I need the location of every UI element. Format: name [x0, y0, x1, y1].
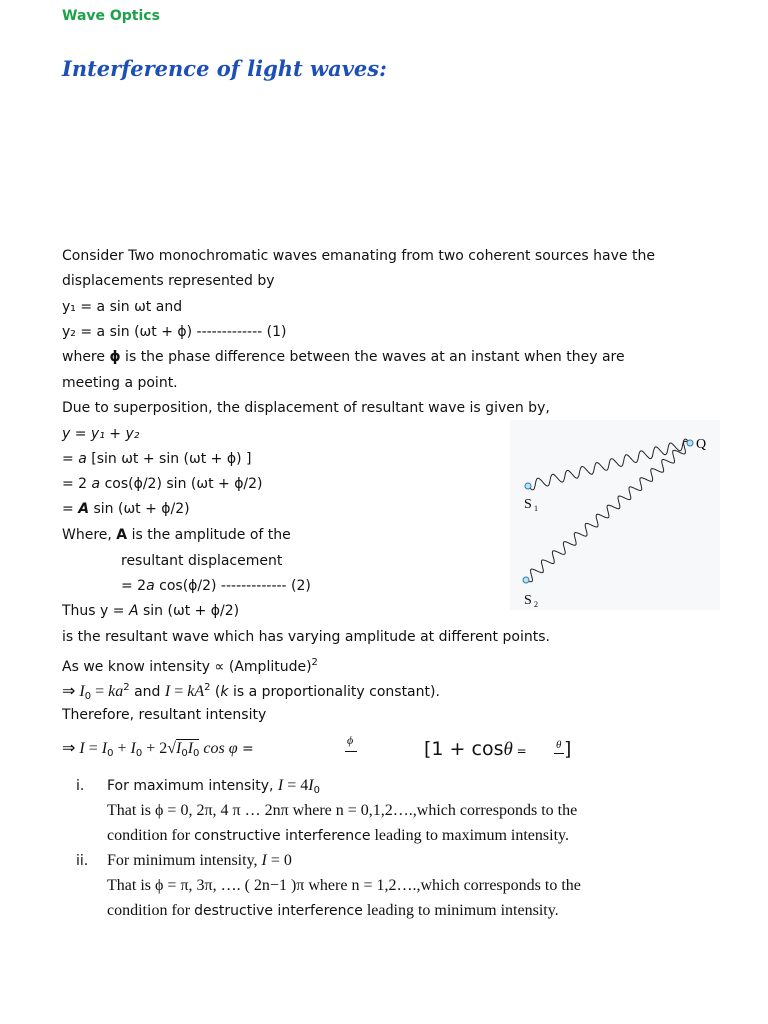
superscript: 2 — [311, 657, 318, 668]
term-destructive: destructive interference — [194, 903, 363, 919]
intensity-formula — [62, 740, 254, 763]
eq-var: I — [187, 740, 194, 757]
text-span: is the phase difference between the waves at an instant when they are — [120, 349, 625, 365]
eq-var: I — [79, 740, 85, 757]
eq-var: I — [130, 740, 136, 757]
eq-text: = — [62, 451, 79, 467]
paragraph-line: displacements represented by — [62, 273, 275, 289]
text-span: where — [62, 349, 110, 365]
text-span: For maximum intensity, — [107, 778, 278, 794]
equation-y2 — [62, 323, 286, 341]
sqrt-content — [176, 739, 199, 757]
eq-var: I — [176, 740, 182, 757]
label-q: Q — [696, 437, 707, 452]
eq-var: θ — [503, 739, 513, 760]
eq-text: cos(ϕ/2) ------------- (2) — [154, 578, 311, 594]
text-span: For minimum intensity, — [107, 852, 262, 869]
sqrt-symbol: √ — [167, 740, 177, 757]
list-item-line: That is ϕ = 0, 2π, 4 π … 2nπ where n = 0,1,2….,which corresponds to the — [107, 802, 578, 819]
eq-text: = 0 — [266, 852, 292, 869]
source-s1 — [525, 483, 531, 489]
eq-text: y₁ — [62, 299, 76, 315]
eq-text: = 2 — [121, 578, 147, 594]
equation-line — [62, 679, 440, 706]
equation-line — [62, 450, 251, 468]
eq-var: a — [78, 451, 87, 467]
text-span: is the amplitude of the — [127, 527, 291, 543]
eq-text: [1 + cos — [424, 738, 504, 760]
eq-text: ⇒ — [62, 740, 80, 757]
label-s1-sub: 1 — [534, 504, 538, 513]
eq-var: A — [128, 603, 139, 619]
eq-text: = — [512, 744, 527, 758]
text-span: Where, — [62, 527, 117, 543]
eq-var: I — [308, 777, 314, 794]
eq-var: I — [164, 683, 171, 700]
equation-line — [62, 500, 190, 518]
text-span: is a proportionality constant). — [228, 684, 440, 700]
paragraph-line — [62, 526, 291, 544]
source-s2 — [523, 577, 529, 583]
paragraph-line: meeting a point. — [62, 375, 178, 391]
text-span: condition for — [107, 827, 195, 844]
eq-text: = a sin ωt and — [75, 299, 183, 315]
diagram-background — [510, 420, 720, 610]
eq-text: sin (ωt + ϕ/2) — [138, 603, 240, 619]
superscript: 2 — [123, 682, 130, 693]
eq-text: + 2 — [142, 740, 168, 757]
list-item — [107, 852, 292, 870]
eq-text: y₂ — [62, 324, 76, 340]
term-constructive: constructive interference — [194, 828, 371, 844]
subscript: 0 — [135, 748, 143, 759]
interference-diagram — [510, 420, 720, 610]
paragraph-line: Consider Two monochromatic waves emanating from two coherent sources have the — [62, 248, 655, 264]
page-title: Interference of light waves: — [62, 56, 387, 81]
fraction-numerator: θ — [556, 739, 562, 751]
eq-var: a — [146, 578, 155, 594]
eq-text: = — [62, 501, 79, 517]
eq-text: = — [84, 740, 102, 757]
eq-text: Thus y = — [62, 603, 129, 619]
paragraph-line: is the resultant wave which has varying amplitude at different points. — [62, 629, 550, 645]
point-q — [687, 440, 693, 446]
eq-text: [sin ωt + sin (ωt + ϕ) ] — [86, 451, 252, 467]
eq-var: ka — [108, 683, 124, 700]
text-span: As we know intensity ∝ (Amplitude) — [62, 659, 312, 675]
eq-var: kA — [187, 683, 205, 700]
text-span: leading to maximum intensity. — [370, 827, 569, 844]
list-number: i. — [76, 778, 85, 794]
paragraph-line — [62, 654, 318, 676]
eq-text: sin (ωt + ϕ/2) — [89, 501, 190, 517]
equation-line — [62, 602, 239, 620]
eq-text: = — [170, 683, 188, 700]
label-s1: S — [524, 497, 532, 512]
eq-var: A — [78, 501, 90, 517]
list-item-line — [107, 827, 569, 845]
subscript: 0 — [193, 748, 200, 759]
paragraph-line: Due to superposition, the displacement of resultant wave is given by, — [62, 400, 550, 416]
text-span: ( — [210, 684, 221, 700]
eq-text: ⇒ — [62, 683, 80, 700]
eq-text: = — [237, 741, 254, 757]
list-number: ii. — [76, 853, 89, 869]
eq-text: + — [113, 740, 131, 757]
text-span: leading to minimum intensity. — [362, 902, 559, 919]
eq-text: = a sin (ωt + ϕ) ------------- (1) — [75, 324, 287, 340]
label-s2: S — [524, 593, 532, 608]
label-s2-sub: 2 — [534, 600, 538, 609]
eq-text: = — [91, 683, 109, 700]
fraction-numerator: ϕ — [347, 733, 354, 747]
paragraph-line: resultant displacement — [121, 553, 283, 569]
eq-var: cos φ — [199, 740, 238, 757]
eq-var: I — [79, 683, 85, 700]
text-span: and — [129, 684, 165, 700]
eq-var: k — [220, 684, 229, 700]
amplitude-symbol: A — [116, 527, 128, 543]
list-item-line — [107, 902, 559, 920]
text-span: condition for — [107, 902, 195, 919]
fraction-bar — [345, 751, 357, 752]
bracket-formula — [424, 738, 527, 762]
eq-text: = 2 — [62, 476, 92, 492]
eq-var: a — [91, 476, 101, 492]
paragraph-line — [62, 348, 625, 366]
eq-var: I — [101, 740, 108, 757]
eq-var: I — [261, 852, 267, 869]
equation-line — [121, 577, 311, 595]
phi-symbol: ϕ — [109, 349, 121, 365]
list-item — [107, 777, 320, 800]
equation-line — [62, 475, 263, 493]
subscript: 0 — [84, 691, 92, 702]
subscript: 0 — [107, 748, 114, 759]
subscript: 0 — [313, 785, 320, 796]
list-item-line: That is ϕ = π, 3π, …. ( 2n−1 )π where n = 1,2….,which corresponds to the — [107, 877, 581, 894]
eq-text: cos(ϕ/2) sin (ωt + ϕ/2) — [100, 476, 263, 492]
equation-y1 — [62, 298, 182, 316]
superscript: 2 — [204, 682, 211, 693]
subscript: 0 — [181, 748, 188, 759]
section-header: Wave Optics — [62, 8, 160, 24]
equation-line: y = y₁ + y₂ — [62, 426, 140, 442]
eq-text: = 4 — [283, 777, 309, 794]
paragraph-line: Therefore, resultant intensity — [62, 707, 267, 723]
eq-var: I — [277, 777, 284, 794]
bracket-close: ] — [564, 738, 572, 760]
fraction-bar — [554, 753, 564, 754]
